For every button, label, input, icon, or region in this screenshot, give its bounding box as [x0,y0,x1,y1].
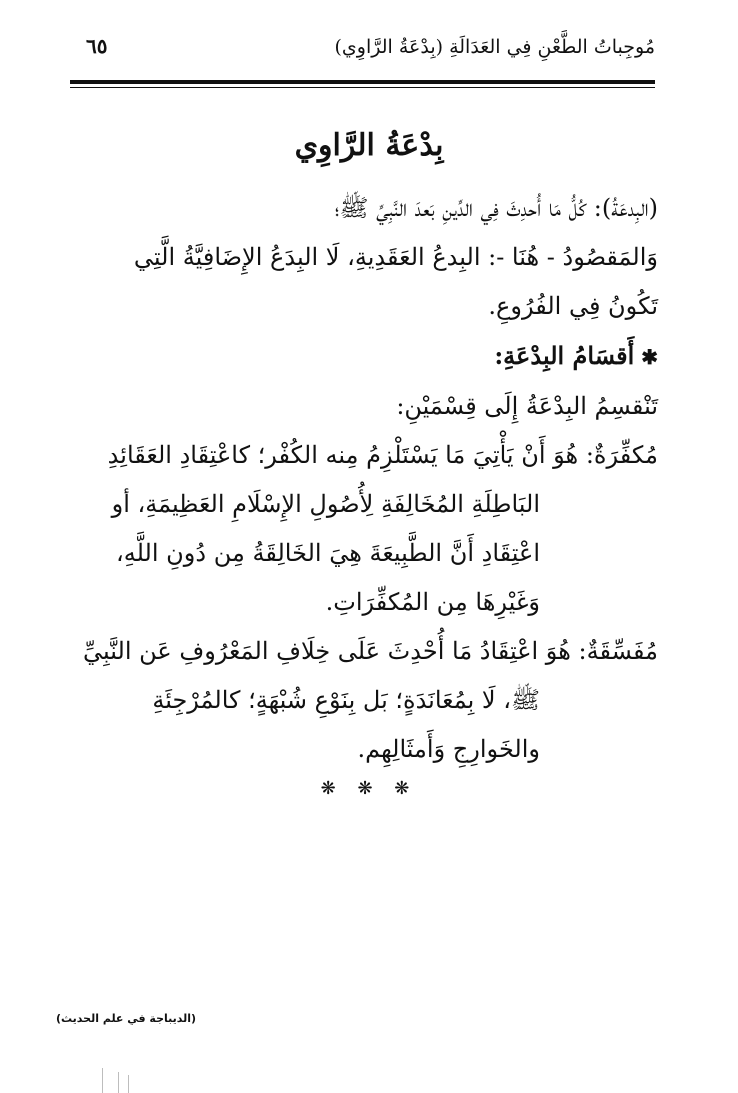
intended-paragraph: وَالمَقصُودُ - هُنَا -: البِدعُ العَقَدِيةِ، لَا البِدَعُ الإِضَافِيَّةُ الَّتِي تَكُونُ فِي الفُرُوعِ. [133,243,658,320]
section-title: بِدْعَةُ الرَّاوِي [294,128,444,163]
page-header [70,30,655,78]
asterisk-icon: ✱ [634,345,658,369]
body-text [82,184,658,774]
divisions-heading [82,331,658,382]
mukaffira-paragraph: مُكفِّرَةٌ: هُوَ أَنْ يَأْتِيَ مَا يَسْتَلْزِمُ مِنه الكُفْر؛ كاعْتِقَادِ العَقَائِدِ البَاطِلَةِ المُخَالِفَةِ لِأُصُولِ الإِسْلَامِ العَظِيمَةِ، أو اعْتِقَادِ أَنَّ الطَّبِيعَةَ هِيَ الخَالِقَةُ مِن دُونِ اللَّهِ، وَغَيْرِهَا مِن المُكفِّرَاتِ. [107,441,658,616]
scan-artifact [118,1072,119,1093]
header-rule-thick [70,80,655,84]
header-rule-thin [70,87,655,88]
scan-artifact [128,1075,129,1093]
divisions-heading-text: أَقسَامُ البِدْعَةِ: [494,341,635,370]
divisions-intro: تَنْقسِمُ البِدْعَةُ إِلَى قِسْمَيْنِ: [396,392,658,420]
mufassiqa-paragraph: مُفَسِّقَةٌ: هُوَ اعْتِقَادُ مَا أُحْدِثَ عَلَى خِلَافِ المَعْرُوفِ عَن النَّبِيِّ ﷺ، لَا بِمُعَانَدَةٍ؛ بَل بِنَوْعِ شُبْهَةٍ؛ كالمُرْجِئَةِ والخَوارِجِ وَأَمثَالِهِم. [83,637,658,763]
definition-paragraph: (البِدعَةُ): كُلُّ مَا أُحدِثَ فِي الدِّينِ بَعدَ النَّبِيِّ ﷺ؛ [334,194,658,222]
running-title: مُوجِباتُ الطَّعْنِ فِي العَدَالَةِ (بِدْعَةُ الرَّاوِي) [334,36,655,58]
scan-artifact [102,1068,103,1093]
section-divider-stars: ❋ ❋ ❋ [320,778,418,799]
page-number: ٦٥ [86,34,108,58]
footer-label: (الديباجة في علم الحديث) [56,1012,197,1025]
